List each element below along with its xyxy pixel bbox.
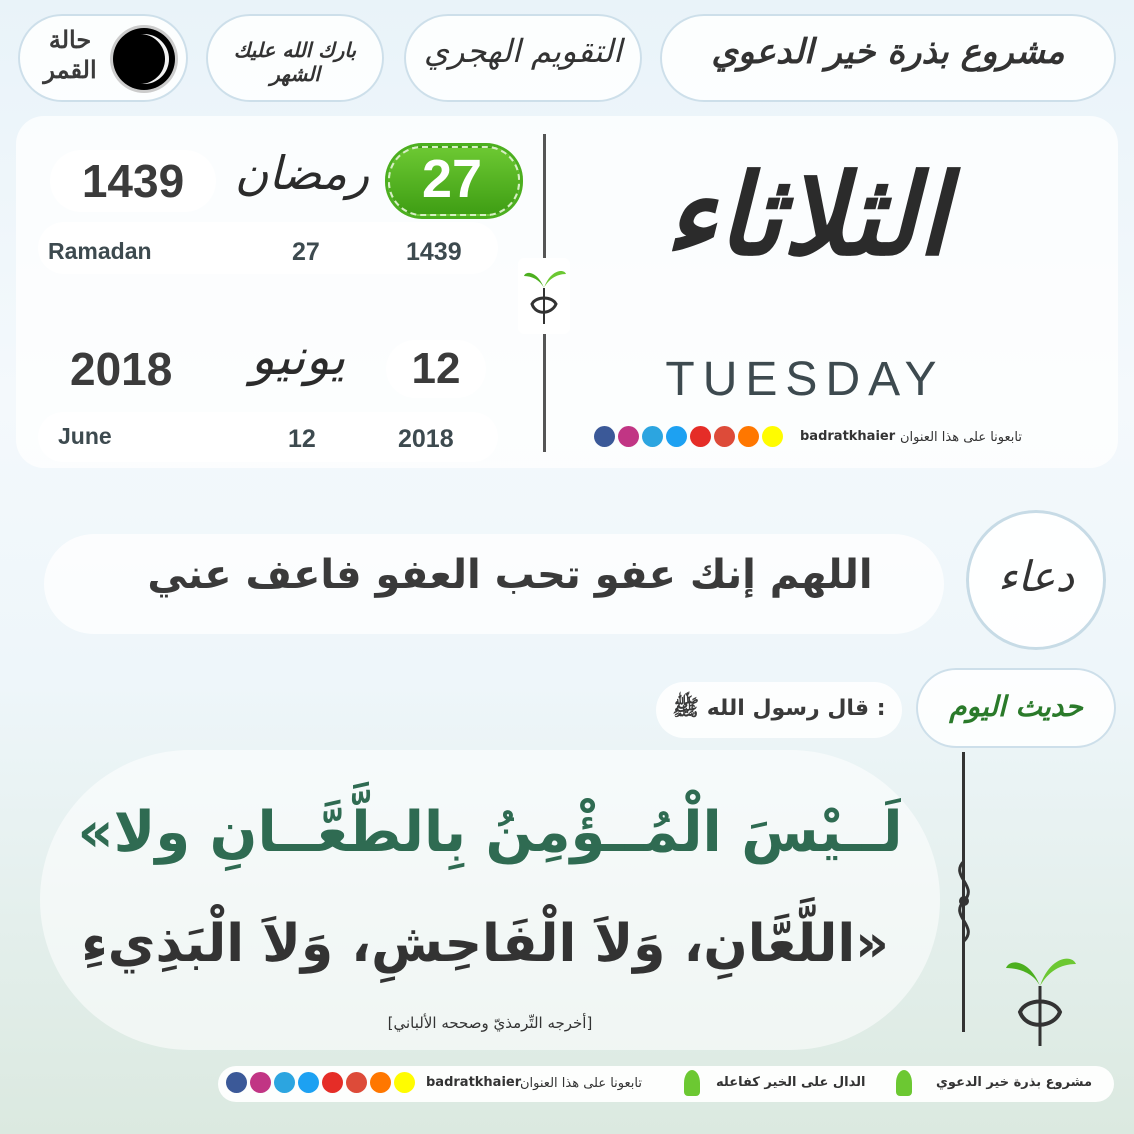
hijri-month-arabic: رمضان (234, 146, 370, 200)
googleplus-icon[interactable] (346, 1072, 367, 1093)
follow-handle-top[interactable]: badratkhaier (800, 429, 896, 444)
social-icons-footer (226, 1072, 415, 1093)
soundcloud-icon[interactable] (370, 1072, 391, 1093)
youtube-icon[interactable] (322, 1072, 343, 1093)
snapchat-icon[interactable] (394, 1072, 415, 1093)
footer-logo-icon-1 (896, 1070, 912, 1096)
dua-label: دعاء (997, 552, 1075, 601)
footer-logo-icon-2 (684, 1070, 700, 1096)
hijri-month-english: Ramadan (48, 238, 152, 264)
gregorian-day: 12 (411, 344, 461, 393)
gregorian-day-english: 12 (288, 425, 316, 453)
follow-text-top: تابعونا على هذا العنوان (900, 430, 1022, 445)
blessing-text: بارك الله عليك الشهر (233, 38, 357, 86)
youtube-icon[interactable] (690, 426, 711, 447)
calendar-title: التقويم الهجري (423, 32, 623, 70)
footer-handle[interactable]: badratkhaier (426, 1075, 522, 1090)
moon-label-line1: حالة (48, 27, 92, 54)
snapchat-icon[interactable] (762, 426, 783, 447)
instagram-icon[interactable] (618, 426, 639, 447)
hadith-line-2: اللَّعَّانِ، وَلاَ الْفَاحِشِ، وَلاَ الْبَذِيءِ» (81, 914, 889, 974)
telegram-icon[interactable] (642, 426, 663, 447)
gregorian-year-english: 2018 (398, 425, 454, 453)
project-title: مشروع بذرة خير الدعوي (711, 32, 1065, 72)
gregorian-month-english: June (58, 423, 112, 449)
social-icons-top (594, 426, 783, 447)
soundcloud-icon[interactable] (738, 426, 759, 447)
hijri-day-number: 27 (421, 149, 483, 209)
telegram-icon[interactable] (274, 1072, 295, 1093)
dua-text: اللهم إنك عفو تحب العفو فاعف عني (147, 552, 873, 598)
hadith-card (40, 750, 940, 1050)
instagram-icon[interactable] (250, 1072, 271, 1093)
leaf-logo-icon (518, 258, 570, 334)
hadith-label: حديث اليوم (949, 690, 1083, 723)
hadith-intro: قال رسول الله ﷺ : (672, 696, 886, 721)
moon-label-line2: القمر (43, 57, 97, 84)
hijri-year-english: 1439 (406, 238, 462, 266)
facebook-icon[interactable] (594, 426, 615, 447)
gregorian-month-arabic: يونيو (250, 328, 346, 386)
leaf-logo-large-icon (1000, 946, 1080, 1056)
ornament-icon (944, 856, 984, 946)
twitter-icon[interactable] (298, 1072, 319, 1093)
gregorian-year: 2018 (70, 343, 173, 395)
weekday-arabic: الثلاثاء (664, 150, 948, 281)
twitter-icon[interactable] (666, 426, 687, 447)
weekday-english: TUESDAY (665, 353, 945, 406)
googleplus-icon[interactable] (714, 426, 735, 447)
footer-motto: الدال على الخير كفاعله (716, 1075, 866, 1090)
facebook-icon[interactable] (226, 1072, 247, 1093)
hijri-day-english: 27 (292, 238, 320, 266)
hadith-source: [أخرجه التِّرمذيّ وصححه الألباني] (387, 1014, 593, 1032)
footer-follow-text: تابعونا على هذا العنوان (520, 1076, 642, 1091)
moon-phase-icon (113, 28, 175, 90)
moon-status-label (30, 26, 110, 86)
hadith-line-1: «لَــيْسَ الْمُــؤْمِنُ بِالطَّعَّــانِ ولا (77, 800, 903, 865)
footer-project: مشروع بذرة خير الدعوي (936, 1075, 1093, 1090)
hijri-year: 1439 (81, 155, 185, 207)
